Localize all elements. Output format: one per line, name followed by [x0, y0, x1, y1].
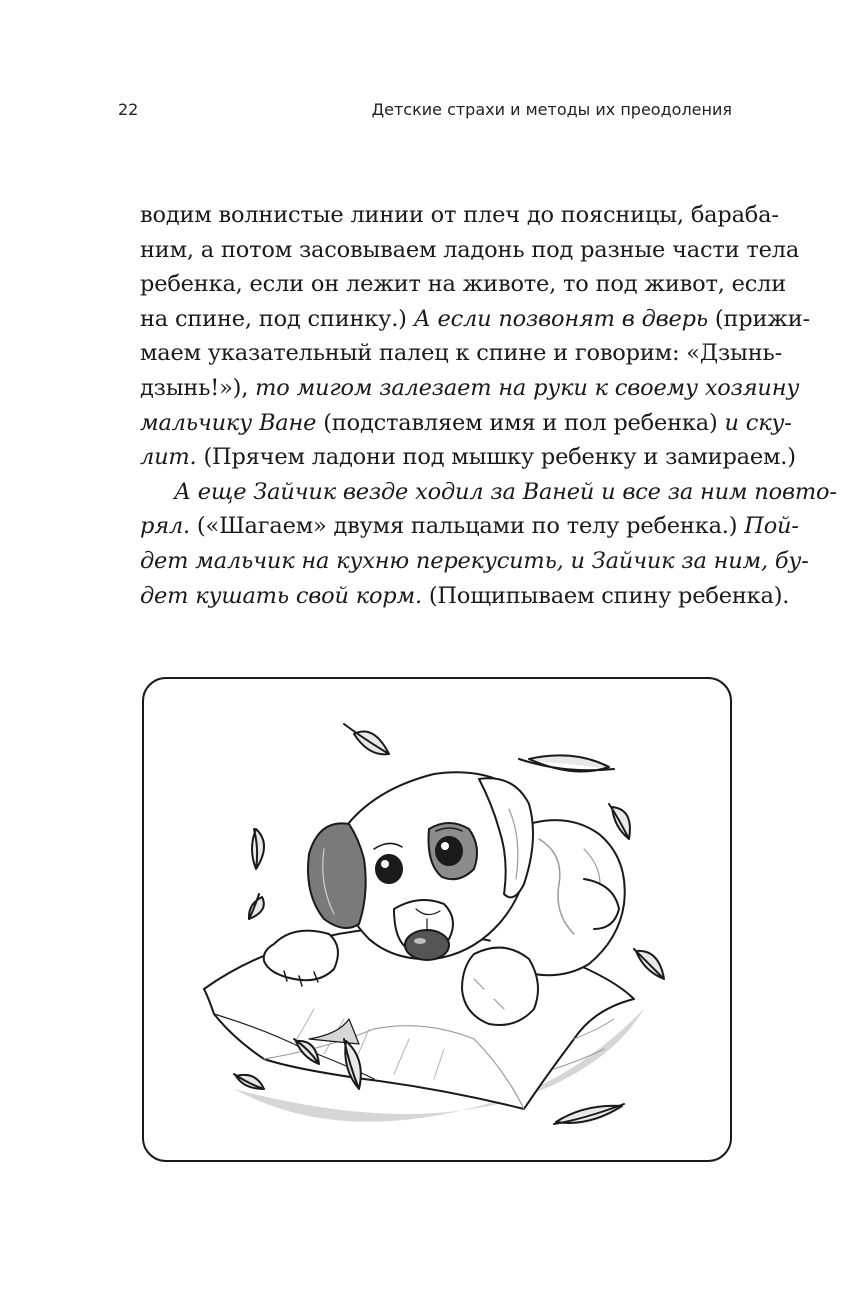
feather — [634, 949, 664, 979]
italic-run: дет кушать свой корм. — [140, 582, 422, 609]
text-line — [140, 267, 787, 302]
italic-run: А еще Зайчик везде ходил за Ваней и все за ним повто- — [174, 478, 837, 505]
nose — [405, 930, 449, 960]
text-run: водим волнистые линии от плеч до поясницы, бараба- — [140, 202, 779, 228]
text-line — [140, 336, 782, 371]
text-line — [140, 371, 800, 406]
text-line — [140, 440, 796, 475]
running-title: Детские страхи и методы их преодоления — [371, 100, 732, 119]
text-run: (Прячем ладони под мышку ребенку и замираем.) — [196, 444, 796, 471]
italic-run: то мигом залезает на руки к своему хозяину — [255, 374, 800, 401]
text-run: (Пощипываем спину ребенка). — [421, 582, 790, 609]
text-line — [140, 475, 837, 510]
right-paw — [462, 948, 538, 1025]
feather — [344, 724, 389, 754]
italic-run: рял. — [140, 513, 190, 540]
italic-run: дет мальчик на кухню перекусить, и Зайчик за ним, бу- — [140, 547, 809, 574]
feather — [554, 1104, 624, 1124]
text-line — [140, 579, 790, 614]
italic-run: и ску- — [724, 409, 792, 436]
text-run: на спине, под спинку.) — [140, 305, 414, 332]
feather — [519, 755, 614, 771]
text-line — [140, 233, 800, 268]
text-line — [140, 406, 792, 441]
text-run: маем указательный палец к спине и говорим: «Дзынь- — [140, 340, 782, 367]
feather — [252, 829, 264, 869]
puppy-illustration — [144, 679, 730, 1160]
italic-run: мальчику Ване — [140, 409, 317, 436]
illustration-frame — [142, 677, 732, 1162]
text-run: («Шагаем» двумя пальцами по телу ребенка.) — [189, 513, 745, 540]
text-line — [140, 198, 779, 233]
text-line — [140, 509, 799, 544]
left-eye — [376, 855, 402, 883]
body-text — [140, 198, 837, 613]
right-eye — [436, 837, 462, 865]
italic-run: лит. — [140, 444, 197, 471]
page-number: 22 — [118, 100, 139, 119]
text-line — [140, 302, 810, 337]
text-run: (подставляем имя и пол ребенка) — [316, 409, 725, 436]
italic-run: А если позвонят в дверь — [413, 305, 708, 332]
text-run: ребенка, если он лежит на животе, то под живот, если — [140, 271, 787, 298]
italic-run: Пой- — [744, 513, 799, 540]
feather — [609, 804, 630, 839]
left-paw — [264, 931, 338, 981]
text-run: дзынь!»), — [140, 374, 256, 401]
left-ear — [308, 823, 366, 928]
text-line — [140, 544, 809, 579]
feather — [234, 1074, 264, 1089]
text-run: ним, а потом засовываем ладонь под разные части тела — [140, 236, 800, 263]
running-head — [118, 100, 732, 124]
feather — [249, 894, 264, 919]
text-run: (прижи- — [707, 305, 810, 332]
